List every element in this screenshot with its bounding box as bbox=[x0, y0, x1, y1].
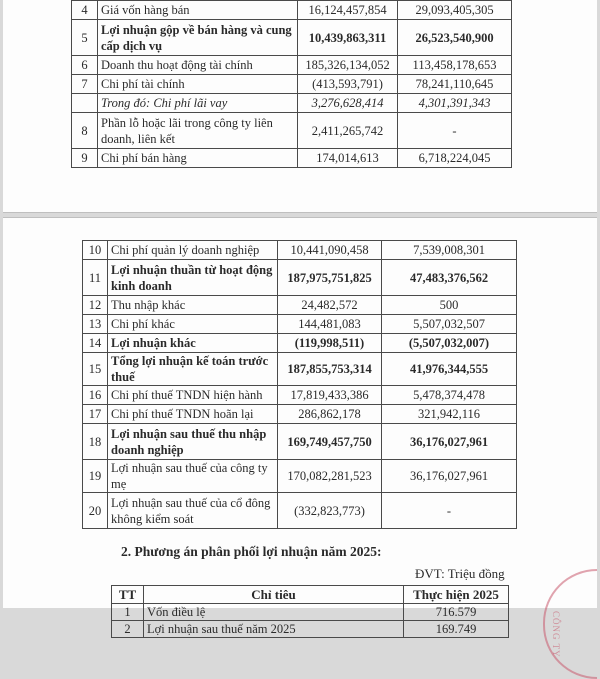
row-value-2024: 5,478,374,478 bbox=[382, 386, 517, 405]
row-item: Chi phí quản lý doanh nghiệp bbox=[108, 241, 278, 260]
row-value: 169.749 bbox=[404, 621, 509, 638]
row-item: Lợi nhuận thuần từ hoạt động kinh doanh bbox=[108, 260, 278, 296]
table-row bbox=[83, 493, 517, 529]
row-value-2025: 17,819,433,386 bbox=[278, 386, 382, 405]
row-item: Thu nhập khác bbox=[108, 296, 278, 315]
table-row bbox=[83, 334, 517, 353]
row-value-2024: 36,176,027,961 bbox=[382, 424, 517, 460]
column-header-value: Thực hiện 2025 bbox=[404, 586, 509, 604]
row-value-2024: 29,093,405,305 bbox=[398, 1, 512, 20]
row-item: Chi phí thuế TNDN hoãn lại bbox=[108, 405, 278, 424]
table-row bbox=[72, 149, 512, 168]
table-row bbox=[83, 353, 517, 386]
table-row bbox=[83, 424, 517, 460]
company-seal-stamp bbox=[543, 569, 597, 679]
row-number: 12 bbox=[83, 296, 108, 315]
row-value-2025: 24,482,572 bbox=[278, 296, 382, 315]
row-number: 14 bbox=[83, 334, 108, 353]
row-number: 18 bbox=[83, 424, 108, 460]
row-value-2024: 4,301,391,343 bbox=[398, 94, 512, 113]
row-value-2024: 6,718,224,045 bbox=[398, 149, 512, 168]
row-number: 2 bbox=[112, 621, 144, 638]
row-value-2024: 321,942,116 bbox=[382, 405, 517, 424]
row-value-2025: 187,855,753,314 bbox=[278, 353, 382, 386]
table-row bbox=[72, 113, 512, 149]
row-value-2025: (119,998,511) bbox=[278, 334, 382, 353]
row-number: 9 bbox=[72, 149, 98, 168]
row-number: 1 bbox=[112, 604, 144, 621]
column-header-item: Chỉ tiêu bbox=[144, 586, 404, 604]
row-item: Lợi nhuận khác bbox=[108, 334, 278, 353]
profit-distribution-table bbox=[111, 585, 509, 638]
row-number: 5 bbox=[72, 20, 98, 56]
table-row bbox=[83, 460, 517, 493]
row-value-2025: 185,326,134,052 bbox=[298, 56, 398, 75]
table-row bbox=[83, 241, 517, 260]
row-value-2025: (332,823,773) bbox=[278, 493, 382, 529]
row-item: Lợi nhuận gộp về bán hàng và cung cấp dịch vụ bbox=[98, 20, 298, 56]
unit-label: ĐVT: Triệu đồng bbox=[415, 566, 505, 581]
row-value-2025: (413,593,791) bbox=[298, 75, 398, 94]
row-item: Chi phí bán hàng bbox=[98, 149, 298, 168]
row-number: 16 bbox=[83, 386, 108, 405]
row-value-2025: 144,481,083 bbox=[278, 315, 382, 334]
row-value: 716.579 bbox=[404, 604, 509, 621]
row-value-2025: 170,082,281,523 bbox=[278, 460, 382, 493]
row-number: 15 bbox=[83, 353, 108, 386]
row-number: 10 bbox=[83, 241, 108, 260]
table-row bbox=[72, 1, 512, 20]
row-item: Chi phí thuế TNDN hiện hành bbox=[108, 386, 278, 405]
row-value-2024: 7,539,008,301 bbox=[382, 241, 517, 260]
row-number: 20 bbox=[83, 493, 108, 529]
row-value-2024: (5,507,032,007) bbox=[382, 334, 517, 353]
row-item: Lợi nhuận sau thuế của công ty mẹ bbox=[108, 460, 278, 493]
row-value-2024: 113,458,178,653 bbox=[398, 56, 512, 75]
row-value-2024: 500 bbox=[382, 296, 517, 315]
row-number: 6 bbox=[72, 56, 98, 75]
row-item: Lợi nhuận sau thuế thu nhập doanh nghiệp bbox=[108, 424, 278, 460]
column-header-tt: TT bbox=[112, 586, 144, 604]
row-number: 17 bbox=[83, 405, 108, 424]
row-value-2024: 36,176,027,961 bbox=[382, 460, 517, 493]
table-row bbox=[72, 56, 512, 75]
row-value-2025: 169,749,457,750 bbox=[278, 424, 382, 460]
row-value-2024: - bbox=[382, 493, 517, 529]
row-number bbox=[72, 94, 98, 113]
row-item: Phần lỗ hoặc lãi trong công ty liên doanh, liên kết bbox=[98, 113, 298, 149]
row-item: Lợi nhuận sau thuế của cổ đông không kiểm soát bbox=[108, 493, 278, 529]
row-number: 4 bbox=[72, 1, 98, 20]
table-row bbox=[83, 315, 517, 334]
row-value-2024: 5,507,032,507 bbox=[382, 315, 517, 334]
row-item: Vốn điều lệ bbox=[144, 604, 404, 621]
table-row bbox=[72, 75, 512, 94]
table-row bbox=[72, 20, 512, 56]
row-item: Doanh thu hoạt động tài chính bbox=[98, 56, 298, 75]
row-value-2024: - bbox=[398, 113, 512, 149]
table-header-row bbox=[112, 586, 509, 604]
table-row bbox=[72, 94, 512, 113]
row-item: Chi phí khác bbox=[108, 315, 278, 334]
row-number: 8 bbox=[72, 113, 98, 149]
row-number: 11 bbox=[83, 260, 108, 296]
row-value-2024: 41,976,344,555 bbox=[382, 353, 517, 386]
table-row bbox=[112, 621, 509, 638]
row-number: 19 bbox=[83, 460, 108, 493]
income-statement-table-continued bbox=[71, 0, 512, 168]
table-row bbox=[112, 604, 509, 621]
row-item: Giá vốn hàng bán bbox=[98, 1, 298, 20]
document-page-1 bbox=[3, 0, 597, 213]
table-row bbox=[83, 386, 517, 405]
row-value-2025: 2,411,265,742 bbox=[298, 113, 398, 149]
table-row bbox=[83, 260, 517, 296]
table-row bbox=[83, 405, 517, 424]
row-value-2025: 16,124,457,854 bbox=[298, 1, 398, 20]
row-item: Lợi nhuận sau thuế năm 2025 bbox=[144, 621, 404, 638]
row-value-2024: 47,483,376,562 bbox=[382, 260, 517, 296]
stamp-text: CÔNG TY bbox=[551, 611, 561, 658]
row-value-2024: 78,241,110,645 bbox=[398, 75, 512, 94]
row-value-2025: 174,014,613 bbox=[298, 149, 398, 168]
row-value-2025: 3,276,628,414 bbox=[298, 94, 398, 113]
row-value-2025: 10,441,090,458 bbox=[278, 241, 382, 260]
row-value-2024: 26,523,540,900 bbox=[398, 20, 512, 56]
row-value-2025: 187,975,751,825 bbox=[278, 260, 382, 296]
row-item: Trong đó: Chi phí lãi vay bbox=[98, 94, 298, 113]
row-item: Tổng lợi nhuận kế toán trước thuế bbox=[108, 353, 278, 386]
row-item: Chi phí tài chính bbox=[98, 75, 298, 94]
row-number: 7 bbox=[72, 75, 98, 94]
document-page-2 bbox=[3, 217, 597, 658]
table-row bbox=[83, 296, 517, 315]
income-statement-table bbox=[82, 240, 517, 529]
row-value-2025: 10,439,863,311 bbox=[298, 20, 398, 56]
section-heading: 2. Phương án phân phối lợi nhuận năm 2025: bbox=[121, 544, 382, 559]
row-value-2025: 286,862,178 bbox=[278, 405, 382, 424]
row-number: 13 bbox=[83, 315, 108, 334]
